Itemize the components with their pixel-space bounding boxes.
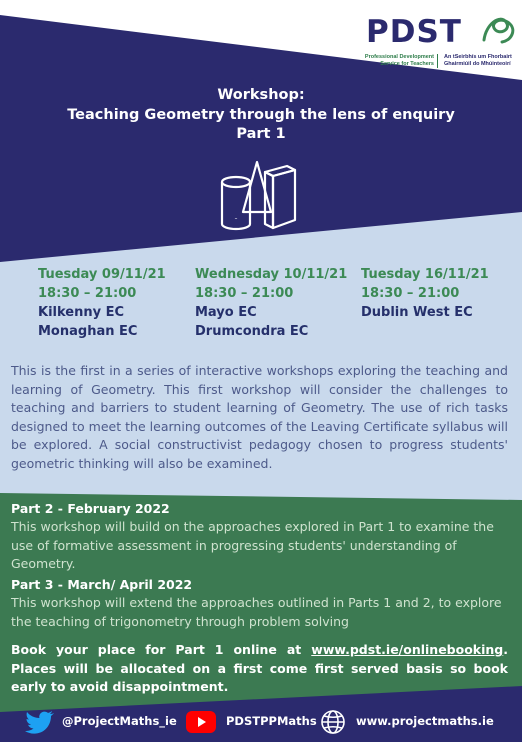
session-day: Tuesday 16/11/21 xyxy=(361,267,489,282)
workshop-title xyxy=(0,86,522,145)
website-link[interactable]: www.projectmaths.ie xyxy=(356,714,494,728)
session-location: Mayo EC xyxy=(195,305,257,320)
session-location: Drumcondra EC xyxy=(195,324,309,339)
session-location: Kilkenny EC xyxy=(38,305,125,320)
youtube-channel[interactable]: PDSTPPMaths xyxy=(226,714,317,728)
session-location: Dublin West EC xyxy=(361,305,473,320)
logo-english-name: Professional Development Service for Teachers xyxy=(364,54,434,67)
title-line-3: Part 1 xyxy=(236,126,286,142)
logo-wordmark: PDST xyxy=(366,14,462,50)
booking-link[interactable]: www.pdst.ie/onlinebooking xyxy=(311,642,504,657)
footer xyxy=(0,700,522,742)
twitter-icon[interactable] xyxy=(24,710,56,734)
session-day: Tuesday 09/11/21 xyxy=(38,267,166,282)
title-line-1: Workshop: xyxy=(217,87,305,103)
part-2-heading: Part 2 - February 2022 xyxy=(11,501,170,516)
globe-icon[interactable] xyxy=(320,709,346,735)
workshop-description: This is the first in a series of interactive workshops exploring the teaching and learning of Geometry. This first workshop will consider the challenges to teaching and barriers to student learning of Geometry. The use of rich tasks designed to meet the learning outcomes of the Leaving Certificate syllabus will be explored. A social constructivist pedagogy chosen to progress students' geometric thinking will also be examined. xyxy=(11,363,508,471)
logo-divider xyxy=(437,54,438,68)
youtube-icon[interactable] xyxy=(186,711,216,733)
part-3-body: This workshop will extend the approaches outlined in Parts 1 and 2, to explore the teaching of trigonometry through problem solving xyxy=(11,595,502,629)
session-day: Wednesday 10/11/21 xyxy=(195,267,348,282)
part-2-section xyxy=(11,500,508,574)
geometry-shapes-icon xyxy=(219,158,303,234)
session-time: 18:30 – 21:00 xyxy=(195,286,294,301)
part-3-section xyxy=(11,576,508,631)
session-time: 18:30 – 21:00 xyxy=(38,286,137,301)
part-3-heading: Part 3 - March/ April 2022 xyxy=(11,577,193,592)
logo-swirl-icon xyxy=(476,10,520,54)
session-location: Monaghan EC xyxy=(38,324,138,339)
twitter-handle[interactable]: @ProjectMaths_ie xyxy=(62,714,177,728)
session-2 xyxy=(195,265,347,341)
session-1 xyxy=(38,265,166,341)
logo-irish-name: An tSeirbhís um Fhorbairt Ghairmiúil do Mhúinteoirí xyxy=(444,54,512,67)
part-2-body: This workshop will build on the approaches explored in Part 1 to examine the use of formative assessment in progressing students' understanding of Geometry. xyxy=(11,519,494,572)
booking-text-after: . Places will be allocated on a first come first served basis so book early to avoid disappointment. xyxy=(11,642,508,695)
booking-info xyxy=(11,641,508,697)
title-line-2: Teaching Geometry through the lens of enquiry xyxy=(67,106,455,123)
session-time: 18:30 – 21:00 xyxy=(361,286,460,301)
booking-text-before: Book your place for Part 1 online at xyxy=(11,642,312,657)
pdst-logo xyxy=(360,10,520,72)
session-3 xyxy=(361,265,489,322)
